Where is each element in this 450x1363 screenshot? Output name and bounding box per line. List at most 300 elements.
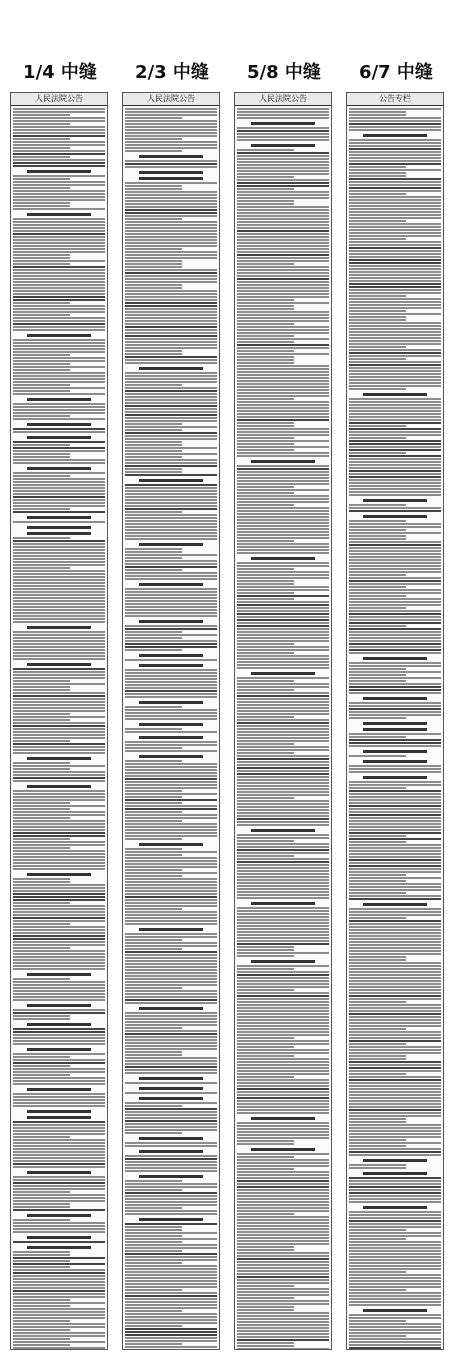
text-line xyxy=(349,289,441,291)
text-line xyxy=(13,591,105,593)
text-line xyxy=(363,1206,427,1209)
text-line xyxy=(237,980,329,982)
text-line xyxy=(125,1262,182,1264)
text-line xyxy=(237,1010,329,1012)
text-line xyxy=(13,612,105,614)
text-line xyxy=(237,149,294,151)
text-line xyxy=(125,763,217,765)
text-line xyxy=(237,407,329,409)
text-line xyxy=(349,148,441,150)
text-line xyxy=(125,1304,217,1306)
text-line xyxy=(349,379,441,381)
text-line xyxy=(237,1231,329,1233)
text-line xyxy=(349,1064,441,1066)
text-line xyxy=(27,1088,91,1091)
text-line xyxy=(349,1167,406,1169)
text-line xyxy=(13,390,70,392)
text-line xyxy=(125,566,217,568)
text-line xyxy=(27,398,91,401)
text-line xyxy=(237,1309,294,1311)
text-line xyxy=(13,570,105,572)
text-line xyxy=(349,184,441,186)
text-line xyxy=(349,1314,441,1316)
text-line xyxy=(13,221,105,223)
text-line xyxy=(349,829,441,831)
text-line xyxy=(237,713,329,715)
text-line xyxy=(349,1223,441,1225)
text-line xyxy=(237,870,329,872)
text-line xyxy=(349,553,441,555)
text-line xyxy=(237,323,294,325)
text-line xyxy=(125,523,217,525)
text-line xyxy=(349,235,441,237)
text-line xyxy=(125,899,217,901)
text-line xyxy=(349,507,441,509)
text-line xyxy=(237,1315,329,1317)
text-line xyxy=(125,254,217,256)
text-line xyxy=(349,613,441,615)
text-line xyxy=(237,398,294,400)
text-line xyxy=(13,345,105,347)
text-line xyxy=(349,1286,441,1288)
text-line xyxy=(125,529,217,531)
text-line xyxy=(237,130,329,132)
text-line xyxy=(13,543,105,545)
text-line xyxy=(125,191,217,193)
text-line xyxy=(13,899,105,901)
text-line xyxy=(125,200,217,202)
text-line xyxy=(349,583,441,585)
text-line xyxy=(13,508,70,510)
text-line xyxy=(349,343,441,345)
text-line xyxy=(237,347,329,349)
text-line xyxy=(13,950,105,952)
text-line xyxy=(125,441,182,443)
text-line xyxy=(349,1335,406,1337)
text-line xyxy=(349,1344,441,1346)
text-line xyxy=(237,655,329,657)
text-line xyxy=(237,722,329,724)
text-line xyxy=(125,263,182,265)
text-line xyxy=(237,257,329,259)
text-line xyxy=(125,471,182,473)
text-line xyxy=(13,1012,105,1014)
text-line xyxy=(237,800,329,802)
text-line xyxy=(251,144,315,147)
text-line xyxy=(237,998,329,1000)
text-line xyxy=(349,443,441,445)
text-line xyxy=(125,1307,217,1309)
text-line xyxy=(363,657,427,660)
text-line xyxy=(237,888,329,890)
text-line xyxy=(349,1124,441,1126)
text-line xyxy=(13,199,105,201)
text-line xyxy=(13,692,105,694)
text-line xyxy=(349,1238,406,1240)
text-line xyxy=(237,549,329,551)
text-line xyxy=(349,1112,441,1114)
text-line xyxy=(13,521,105,523)
text-line xyxy=(349,1217,441,1219)
text-line xyxy=(349,574,406,576)
text-line xyxy=(237,719,329,721)
text-line xyxy=(125,625,217,627)
text-line xyxy=(13,159,105,161)
text-line xyxy=(251,672,315,675)
text-line xyxy=(13,351,105,353)
text-line xyxy=(237,320,329,322)
text-line xyxy=(349,388,406,390)
text-line xyxy=(125,245,217,247)
text-line xyxy=(13,893,105,895)
text-line xyxy=(13,326,105,328)
text-line xyxy=(125,945,217,947)
text-line xyxy=(237,658,329,660)
text-line xyxy=(13,615,105,617)
text-line xyxy=(349,295,406,297)
text-line xyxy=(349,169,441,171)
text-line xyxy=(237,389,329,391)
text-line xyxy=(349,544,441,546)
text-line xyxy=(13,329,105,331)
text-line xyxy=(13,302,70,304)
text-line xyxy=(125,465,217,467)
text-line xyxy=(237,510,329,512)
text-line xyxy=(237,344,329,346)
text-line xyxy=(13,1096,105,1098)
text-line xyxy=(13,505,105,507)
text-line xyxy=(13,1197,105,1199)
text-line xyxy=(13,1254,70,1256)
text-line xyxy=(237,616,329,618)
text-line xyxy=(251,960,315,963)
text-line xyxy=(251,829,315,832)
text-line xyxy=(237,1345,294,1347)
text-line xyxy=(13,1311,105,1313)
text-line xyxy=(349,449,441,451)
text-line xyxy=(13,1185,105,1187)
fold-label-5-8: 5/8 中缝 xyxy=(247,62,321,83)
text-line xyxy=(13,1157,105,1159)
text-line xyxy=(349,485,441,487)
text-line xyxy=(125,884,217,886)
text-line xyxy=(349,714,441,716)
text-line xyxy=(125,1229,182,1231)
text-line xyxy=(125,1108,217,1110)
text-line xyxy=(237,537,329,539)
text-line xyxy=(237,501,329,503)
text-line xyxy=(125,715,217,717)
text-line xyxy=(349,126,441,128)
text-line xyxy=(13,859,105,861)
text-line xyxy=(349,334,441,336)
text-line xyxy=(237,574,329,576)
text-line xyxy=(13,649,105,651)
text-line xyxy=(125,1334,217,1336)
text-line xyxy=(13,908,105,910)
text-line xyxy=(237,1125,329,1127)
text-line xyxy=(125,1063,217,1065)
text-line xyxy=(13,914,105,916)
text-line xyxy=(125,848,182,850)
text-line xyxy=(125,706,182,708)
text-line xyxy=(237,873,329,875)
text-line xyxy=(349,1115,441,1117)
text-line xyxy=(349,473,441,475)
text-line xyxy=(349,1226,441,1228)
text-line xyxy=(237,155,329,157)
text-line xyxy=(237,837,329,839)
text-line xyxy=(13,311,105,313)
text-line xyxy=(237,794,329,796)
text-line xyxy=(237,1073,329,1075)
text-line xyxy=(363,722,427,725)
text-line xyxy=(349,796,441,798)
text-line xyxy=(125,242,217,244)
text-line xyxy=(13,762,70,764)
text-line xyxy=(349,911,441,913)
text-line xyxy=(349,1164,406,1166)
text-line xyxy=(237,910,329,912)
text-line xyxy=(13,537,70,539)
text-line xyxy=(13,686,70,688)
text-line xyxy=(13,1241,105,1243)
text-line xyxy=(125,687,217,689)
text-line xyxy=(349,253,441,255)
text-line xyxy=(237,200,294,202)
text-line xyxy=(237,117,329,119)
text-line xyxy=(125,1126,217,1128)
text-line xyxy=(13,1278,105,1280)
text-line xyxy=(237,1225,329,1227)
text-line xyxy=(237,139,329,141)
text-line xyxy=(125,659,217,661)
text-line xyxy=(13,1302,105,1304)
text-line xyxy=(13,707,105,709)
text-line xyxy=(125,429,182,431)
text-line xyxy=(27,1110,91,1113)
text-line xyxy=(125,1145,217,1147)
text-line xyxy=(13,251,105,253)
text-line xyxy=(13,674,105,676)
text-line xyxy=(237,449,294,451)
text-line xyxy=(13,111,105,113)
text-line xyxy=(13,749,105,751)
text-line xyxy=(125,387,217,389)
text-line xyxy=(13,123,70,125)
text-line xyxy=(125,408,217,410)
text-line xyxy=(125,1259,217,1261)
gutter-strip-1[interactable] xyxy=(10,92,108,1350)
text-line xyxy=(139,155,203,158)
text-line xyxy=(125,1289,182,1291)
text-line xyxy=(237,731,329,733)
text-line xyxy=(13,224,105,226)
text-line xyxy=(237,937,329,939)
text-line xyxy=(237,480,329,482)
text-line xyxy=(237,1097,329,1099)
text-line xyxy=(125,643,217,645)
text-line xyxy=(237,275,329,277)
text-line xyxy=(13,996,105,998)
text-line xyxy=(349,319,406,321)
text-line xyxy=(125,808,217,810)
text-line xyxy=(13,731,105,733)
text-line xyxy=(13,317,105,319)
text-line xyxy=(349,986,441,988)
text-line xyxy=(13,1222,105,1224)
text-line xyxy=(237,849,329,851)
text-line xyxy=(13,308,105,310)
text-line xyxy=(237,185,329,187)
text-line xyxy=(349,920,441,922)
text-line xyxy=(237,834,329,836)
text-line xyxy=(349,1136,441,1138)
text-line xyxy=(237,797,294,799)
text-line xyxy=(125,669,217,671)
text-line xyxy=(13,1148,105,1150)
text-line xyxy=(237,661,329,663)
text-line xyxy=(237,852,329,854)
text-line xyxy=(125,820,182,822)
text-line xyxy=(13,594,105,596)
text-line xyxy=(349,1142,441,1144)
text-line xyxy=(349,160,441,162)
text-line xyxy=(13,418,105,420)
text-line xyxy=(237,158,329,160)
text-line xyxy=(13,743,105,745)
text-line xyxy=(13,576,105,578)
text-line xyxy=(237,513,329,515)
gutter-strip-2[interactable] xyxy=(122,92,220,1350)
text-line xyxy=(125,160,217,162)
text-line xyxy=(125,731,217,733)
text-line xyxy=(125,517,217,519)
text-line xyxy=(13,808,70,810)
text-line xyxy=(125,502,217,504)
text-line xyxy=(349,488,441,490)
text-line xyxy=(13,444,70,446)
strip-header: 公告专栏 xyxy=(347,93,443,106)
text-line xyxy=(125,1033,217,1035)
text-line xyxy=(237,377,329,379)
text-line xyxy=(125,114,217,116)
text-line xyxy=(349,892,406,894)
text-line xyxy=(125,1250,182,1252)
text-line xyxy=(13,805,105,807)
text-line xyxy=(27,423,91,426)
text-line xyxy=(125,338,217,340)
text-line xyxy=(13,725,105,727)
text-line xyxy=(125,594,217,596)
text-line xyxy=(349,510,441,512)
text-line xyxy=(237,812,329,814)
text-line xyxy=(349,598,441,600)
gutter-strip-3[interactable] xyxy=(234,92,332,1350)
strip-body xyxy=(235,106,331,1349)
text-line xyxy=(13,1228,105,1230)
text-line xyxy=(237,704,329,706)
text-line xyxy=(125,426,217,428)
text-line xyxy=(349,1046,441,1048)
text-line xyxy=(237,770,329,772)
text-line xyxy=(237,1100,329,1102)
text-line xyxy=(237,818,329,820)
text-line xyxy=(237,604,329,606)
text-line xyxy=(13,499,105,501)
text-line xyxy=(349,1058,406,1060)
text-line xyxy=(125,203,217,205)
text-line xyxy=(13,844,105,846)
text-line xyxy=(125,1328,217,1330)
text-line xyxy=(13,387,105,389)
text-line xyxy=(125,194,217,196)
text-line xyxy=(237,815,329,817)
text-line xyxy=(349,995,441,997)
text-line xyxy=(237,840,294,842)
text-line xyxy=(237,1153,329,1155)
text-line xyxy=(125,1244,217,1246)
text-line xyxy=(125,572,217,574)
text-line xyxy=(349,895,441,897)
text-line xyxy=(13,202,70,204)
text-line xyxy=(13,1272,105,1274)
text-line xyxy=(237,1040,329,1042)
text-line xyxy=(363,776,427,779)
text-line xyxy=(349,1070,441,1072)
text-line xyxy=(237,1252,329,1254)
text-line xyxy=(251,1148,315,1151)
text-line xyxy=(237,284,329,286)
text-line xyxy=(349,1010,441,1012)
text-line xyxy=(237,686,329,688)
text-line xyxy=(349,172,406,174)
text-line xyxy=(237,236,329,238)
text-line xyxy=(349,559,441,561)
text-line xyxy=(349,1076,441,1078)
text-line xyxy=(125,384,182,386)
text-line xyxy=(349,950,441,952)
text-line xyxy=(125,628,217,630)
text-line xyxy=(349,790,441,792)
text-line xyxy=(349,1151,441,1153)
fold-label-1-4: 1/4 中缝 xyxy=(23,62,97,83)
text-line xyxy=(13,378,105,380)
text-line xyxy=(349,652,441,654)
text-line xyxy=(349,265,441,267)
text-line xyxy=(237,1070,329,1072)
text-line xyxy=(13,475,70,477)
text-line xyxy=(125,609,217,611)
text-line xyxy=(237,667,329,669)
text-line xyxy=(13,490,105,492)
text-line xyxy=(349,385,441,387)
text-line xyxy=(125,960,217,962)
text-line xyxy=(349,398,441,400)
text-line xyxy=(237,507,329,509)
text-line xyxy=(237,543,329,545)
text-line xyxy=(349,1332,441,1334)
text-line xyxy=(13,1299,70,1301)
text-line xyxy=(349,491,441,493)
text-line xyxy=(13,558,105,560)
text-line xyxy=(125,1069,217,1071)
text-line xyxy=(363,1159,427,1162)
text-line xyxy=(125,215,217,217)
text-line xyxy=(349,205,441,207)
text-line xyxy=(125,963,217,965)
gutter-strip-4[interactable] xyxy=(346,92,444,1350)
